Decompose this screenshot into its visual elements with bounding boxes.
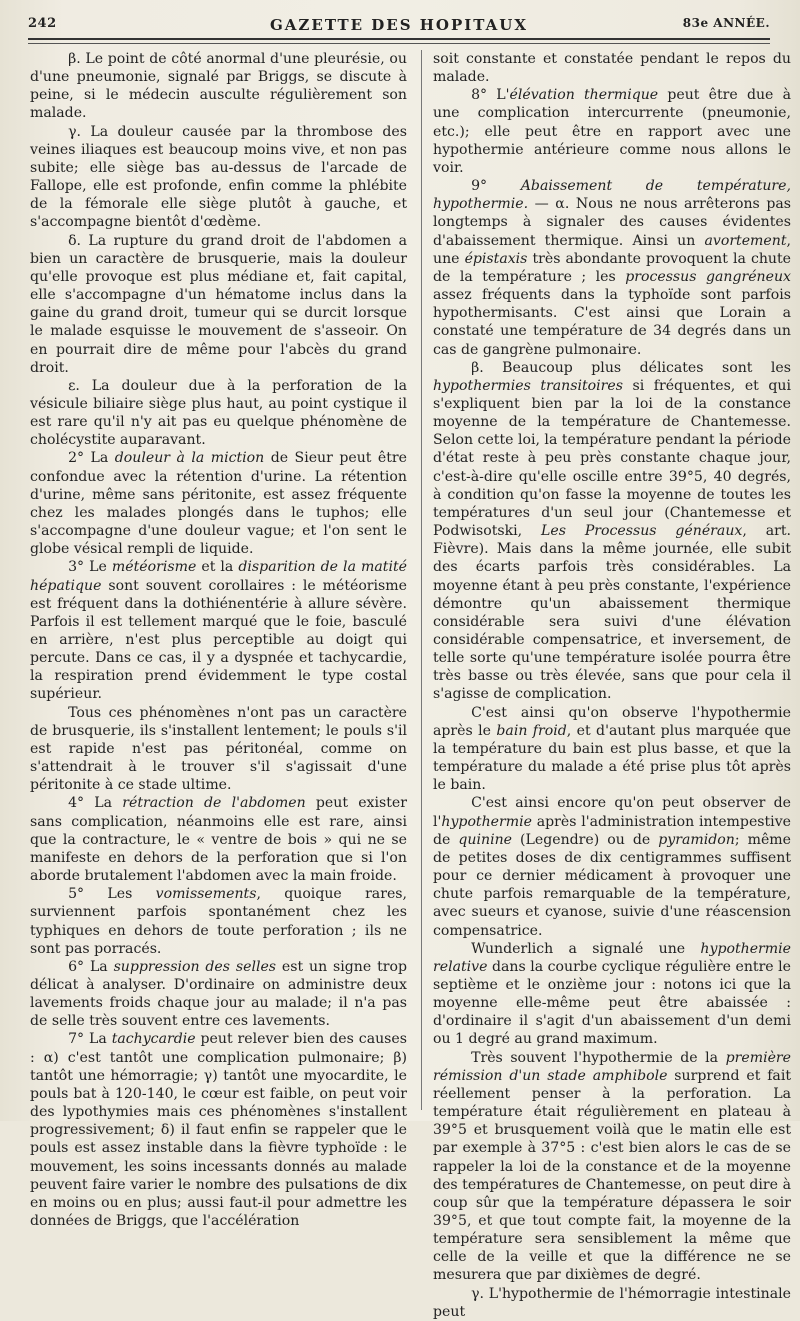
column-divider xyxy=(421,50,422,1110)
header-rule-thick xyxy=(28,38,770,40)
journal-title: GAZETTE DES HOPITAUX xyxy=(269,16,528,34)
paragraph xyxy=(30,123,407,232)
paragraph xyxy=(433,86,791,177)
italic-text: disparition de la matité hépatique xyxy=(30,559,407,594)
text-run: , et d'autant plus marquée que la température du bain est plus basse, et que la température du malade a été prise plus tôt après le bain. xyxy=(433,722,792,794)
text-run: 9° xyxy=(471,178,521,195)
paragraph xyxy=(433,359,791,704)
header-rule-thin xyxy=(28,43,770,44)
italic-text: vomissements xyxy=(155,886,257,903)
left-column xyxy=(30,50,407,1230)
text-run: 3° Le xyxy=(68,559,112,576)
text-run: sont souvent corollaires : le météorisme est fréquent dans la dothiénentérie à allure sévère. Parfois il est tellement marqué que le foie, basculé en arrière, n'est plus perceptible au doigt qui percute. Dans ce cas, il y a dyspnée et tachycardie, la respiration prend évidemment le type costal supérieur. xyxy=(30,577,407,703)
right-column xyxy=(433,50,791,1321)
text-run: 4° La xyxy=(68,795,123,812)
paragraph xyxy=(433,50,791,86)
paragraph xyxy=(433,1049,791,1285)
paragraph xyxy=(30,1030,407,1230)
text-run: , art. Fièvre). Mais dans la même journée, elle subit des écarts parfois très considérables. La moyenne étant à peu près constante, l'expérience démontre qu'un abaissement thermique considérable sera suivi d'une élévation considérable compensatrice, et inversement, de telle sorte qu'une température isolée pourra être très basse ou très élevée, sans que pour cela il s'agisse de complication. xyxy=(433,523,791,703)
italic-text: pyramidon xyxy=(658,831,735,848)
text-run: et la xyxy=(196,559,239,576)
year-label: 83e ANNÉE. xyxy=(682,16,770,30)
text-run: peut être due à une complication intercurrente (pneumonie, etc.); elle peut être en rapport avec une hypothermie antérieure comme nous allons le voir. xyxy=(433,87,791,176)
italic-text: hypothermies transitoires xyxy=(433,377,623,394)
text-run: , quoique rares, surviennent parfois spontanément chez les typhiques en dehors de toute perforation ; ils ne sont pas porracés. xyxy=(30,886,407,957)
italic-text: quinine xyxy=(458,831,512,848)
italic-text: épistaxis xyxy=(464,250,528,267)
text-run: Tous ces phénomènes n'ont pas un caractère de brusquerie, ils s'installent lentement; le pouls s'il est rapide n'est pas péritonéal, comme on s'attendrait à le trouver s'il s'agissait d'une péritonite à ce stade ultime. xyxy=(30,704,407,794)
text-run: est un signe trop délicat à analyser. D'ordinaire on administre deux lavements froids chaque jour au malade; il n'a pas de selle très souvent entre ces lavements. xyxy=(30,958,407,1030)
paragraph xyxy=(30,50,407,123)
text-run: soit constante et constatée pendant le repos du malade. xyxy=(433,51,791,86)
text-run: C'est ainsi qu'on observe l'hypothermie après le xyxy=(433,704,791,739)
text-run: si fréquentes, et qui s'expliquent bien par la loi de la constance moyenne de la température de Chantemesse. Selon cette loi, la température pendant la période d'état reste à peu près constante chaque jour, c'est-à-dire qu'elle oscille entre 39°5, 40 degrés, à condition qu'on fasse la moyenne de toutes les températures d'un seul jour (Chantemesse et Podwisotski, xyxy=(433,377,791,540)
text-run: ε. La douleur due à la perforation de la vésicule biliaire siège plus haut, au point cystique il est rare qu'il n'y ait pas eu quelque phénomène de cholécystite auparavant. xyxy=(30,377,407,449)
text-run: — α. Nous ne nous arrêterons pas longtemps à signaler des causes évidentes d'abaissement thermique. Ainsi un xyxy=(433,196,791,249)
italic-text: rétraction de l'abdomen xyxy=(122,795,306,812)
text-run: 7° La xyxy=(68,1031,112,1048)
text-run: 6° La xyxy=(68,958,114,975)
paragraph xyxy=(30,794,407,885)
text-run: de Sieur peut être confondue avec la rétention d'urine. La rétention d'urine, même sans péritonite, est assez fréquente chez les malades plongés dans le tuphos; elle s'accompagne d'une douleur vague; et l'on sent le globe vésical rempli de liquide. xyxy=(30,450,407,558)
italic-text: suppression des selles xyxy=(113,958,277,975)
page-number: 242 xyxy=(28,16,57,31)
paragraph xyxy=(30,704,407,795)
paragraph xyxy=(30,558,407,703)
text-run: 2° La xyxy=(68,450,115,467)
italic-text: hypothermie xyxy=(441,813,532,830)
italic-text: première rémission d'un stade amphibole xyxy=(433,1049,791,1084)
paragraph xyxy=(30,958,407,1031)
text-run: 5° Les xyxy=(68,886,156,903)
text-run: 8° L' xyxy=(471,87,510,104)
italic-text: météorisme xyxy=(111,559,197,576)
text-run: γ. L'hypothermie de l'hémorragie intestinale peut xyxy=(433,1285,791,1320)
paragraph xyxy=(30,232,407,377)
text-run: δ. La rupture du grand droit de l'abdomen a bien un caractère de brusquerie, mais la douleur qu'elle provoque est plus médiane et, fait capital, elle s'accompagne d'un hématome inclus dans la gaine du grand droit, tumeur qui se durcit lorsque le malade esquisse le mouvement de s'asseoir. On en pourrait dire de même pour l'abcès du grand droit. xyxy=(30,232,407,376)
text-run: β. Beaucoup plus délicates sont les xyxy=(471,359,791,376)
text-run: , une xyxy=(433,232,791,267)
text-run: γ. La douleur causée par la thrombose des veines iliaques est beaucoup moins vive, et non pas subite; elle siège bas au-dessus de l'arcade de Fallope, elle est profonde, enfin comme la phlébite de la fémorale elle siège plutôt à gauche, et s'accompagne bientôt d'œdème. xyxy=(30,123,407,231)
italic-text: processus gangréneux xyxy=(625,268,791,285)
italic-text: tachycardie xyxy=(111,1031,196,1048)
text-run: (Legendre) ou de xyxy=(512,831,659,848)
text-run: surprend et fait réellement penser à la perforation. La température était régulièrement en plateau à 39°5 et brusquement voilà que le matin elle est par exemple à 37°5 : c'est bien alors le cas de se rappeler la loi de la constance et de la moyenne des températures de Chantemesse, on peut dire à coup sûr que la température dépassera le soir 39°5, et que tout compte fait, la moyenne de la température sera sensiblement la même que celle de la veille et que la différence ne se mesurera que par dixièmes de degré. xyxy=(433,1067,791,1284)
text-run: ; même de petites doses de dix centigrammes suffisent pour ce dernier médicament à provoquer une chute parfois remarquable de la température, avec sueurs et cyanose, suivie d'une réascension compensatrice. xyxy=(433,831,792,939)
text-run: très abondante provoquent la chute de la température ; les xyxy=(433,250,791,285)
text-run: assez fréquents dans la typhoïde sont parfois hypothermisants. C'est ainsi que Lorain a constaté une température de 34 degrés dans un cas de gangrène pulmonaire. xyxy=(433,287,791,358)
italic-text: bain froid xyxy=(496,722,567,739)
paragraph xyxy=(433,940,791,1049)
italic-text: élévation thermique xyxy=(509,87,659,104)
text-run: après l'administration intempestive de xyxy=(433,813,791,848)
text-run: dans la courbe cyclique régulière entre le septième et le onzième jour : notons ici que la moyenne elle-même peut être abaissée : d'ordinaire il s'agit d'un abaissement d'un demi ou 1 degré au grand maximum. xyxy=(433,958,791,1048)
italic-text: douleur à la miction xyxy=(114,450,265,467)
paragraph xyxy=(433,177,791,359)
paragraph xyxy=(30,885,407,958)
italic-text: Les Processus généraux xyxy=(541,523,743,540)
paragraph xyxy=(433,1285,791,1321)
paragraph xyxy=(433,704,791,795)
italic-text: avortement xyxy=(704,232,787,249)
text-run: Très souvent l'hypothermie de la xyxy=(471,1049,726,1066)
page-header xyxy=(28,16,770,38)
text-run: peut exister sans complication, néanmoins elle est rare, ainsi que la contracture, le « ventre de bois » qui ne se manifeste en dehors de la perforation que si l'on aborde brutalement l'abdomen avec la main froide. xyxy=(30,795,407,885)
italic-text: hypothermie relative xyxy=(433,940,791,975)
paragraph xyxy=(30,449,407,558)
italic-text: Abaissement de température, hypothermie. xyxy=(433,178,791,213)
text-run: peut relever bien des causes : α) c'est tantôt une complication pulmonaire; β) tantôt une hémorragie; γ) tantôt une myocardite, le pouls bat à 120-140, le cœur est faible, on peut voir des lypothymies mais ces phénomènes s'installent progressivement; δ) il faut enfin se rappeler que le pouls est assez instable dans la fièvre typhoïde : le mouvement, les soins incessants donnés au malade peuvent faire varier le nombre des pulsations de dix en moins ou en plus; aussi faut-il pour admettre les données de Briggs, que l'accélération xyxy=(30,1031,407,1229)
text-run: Wunderlich a signalé une xyxy=(471,940,701,957)
paragraph xyxy=(433,794,791,939)
text-run: β. Le point de côté anormal d'une pleurésie, ou d'une pneumonie, signalé par Briggs, se discute à peine, si le médecin ausculte régulièrement son malade. xyxy=(30,51,407,122)
paragraph xyxy=(30,377,407,450)
text-run: C'est ainsi encore qu'on peut observer de l' xyxy=(433,795,791,830)
